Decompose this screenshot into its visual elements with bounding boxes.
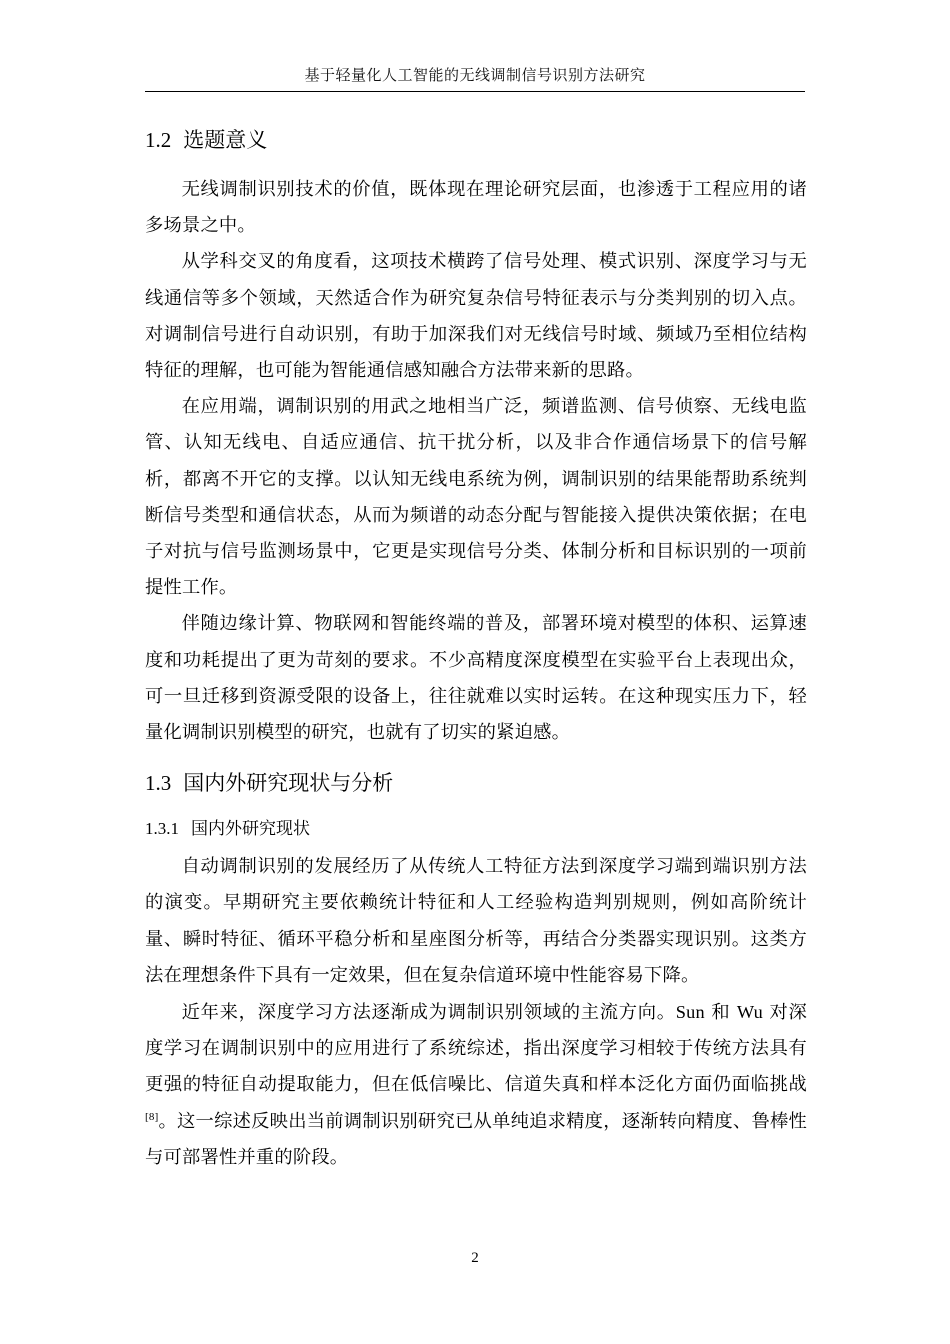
citation-reference[interactable]: [8] <box>145 1110 159 1123</box>
paragraph: 自动调制识别的发展经历了从传统人工特征方法到深度学习端到端识别方法的演变。早期研究主要依赖统计特征和人工经验构造判别规则，例如高阶统计量、瞬时特征、循环平稳分析和星座图分析等，再结合分类器实现识别。这类方法在理想条件下具有一定效果，但在复杂信道环境中性能容易下降。 <box>145 856 807 986</box>
subsection-number: 1.3.1 <box>145 819 179 839</box>
paragraph-text: 。这一综述反映出当前调制识别研究已从单纯追求精度，逐渐转向精度、鲁棒性与可部署性并重的阶段。 <box>145 1110 807 1168</box>
section-number: 1.2 <box>145 128 172 152</box>
paragraph <box>145 994 807 1176</box>
header-rule <box>145 91 805 92</box>
subsection-title: 国内外研究现状 <box>191 819 310 840</box>
paragraph-text: 近年来，深度学习方法逐渐成为调制识别领域的主流方向。 <box>181 1002 676 1024</box>
running-header: 基于轻量化人工智能的无线调制信号识别方法研究 <box>304 66 646 84</box>
paragraph: 伴随边缘计算、物联网和智能终端的普及，部署环境对模型的体积、运算速度和功耗提出了更为苛刻的要求。不少高精度深度模型在实验平台上表现出众，可一旦迁移到资源受限的设备上，往往就难以实时运转。在这种现实压力下，轻量化调制识别模型的研究，也就有了切实的紧迫感。 <box>145 613 807 744</box>
paragraph: 无线调制识别技术的价值，既体现在理论研究层面，也渗透于工程应用的诸多场景之中。 <box>145 179 807 237</box>
section-heading-1-3 <box>145 761 807 805</box>
subsection-heading-1-3-1 <box>145 809 807 849</box>
section-title: 选题意义 <box>183 128 268 152</box>
section-heading-1-2 <box>145 118 807 162</box>
section-title: 国内外研究现状与分析 <box>183 771 394 796</box>
paragraph: 从学科交叉的角度看，这项技术横跨了信号处理、模式识别、深度学习与无线通信等多个领域，天然适合作为研究复杂信号特征表示与分类判别的切入点。对调制信号进行自动识别，有助于加深我们对无线信号时域、频域乃至相位结构特征的理解，也可能为智能通信感知融合方法带来新的思路。 <box>145 251 807 382</box>
author-name: Sun <box>675 1002 705 1023</box>
page-body <box>145 118 807 1176</box>
page-number: 2 <box>471 1250 479 1266</box>
author-name: Wu <box>736 1002 763 1023</box>
paragraph: 在应用端，调制识别的用武之地相当广泛，频谱监测、信号侦察、无线电监管、认知无线电、自适应通信、抗干扰分析，以及非合作通信场景下的信号解析，都离不开它的支撑。以认知无线电系统为例，调制识别的结果能帮助系统判断信号类型和通信状态，从而为频谱的动态分配与智能接入提供决策依据；在电子对抗与信号监测场景中，它更是实现信号分类、体制分析和目标识别的一项前提性工作。 <box>145 396 807 599</box>
section-number: 1.3 <box>145 771 172 796</box>
paragraph-text: 和 <box>704 1002 737 1024</box>
paragraph-text: 对深度学习在调制识别中的应用进行了系统综述，指出深度学习相较于传统方法具有更强的特征自动提取能力，但在低信噪比、信道失真和样本泛化方面仍面临挑战 <box>145 1002 807 1096</box>
